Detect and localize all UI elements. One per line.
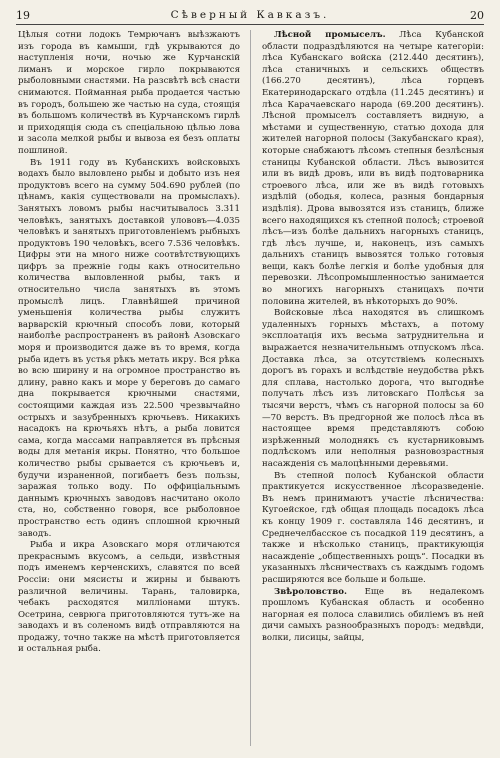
paragraph: Въ 1911 году въ Кубанскихъ войсковыхъ водахъ было выловлено рыбы и добыто изъ нея продуктовъ всего на сумму 504.690 рублей (по цѣнамъ, какія существовали на промыслахъ). Занятыхъ ловомъ рыбы насчитывалось 3.311 человѣкъ, занятыхъ доставкой улововъ—4.035 человѣкъ и занятыхъ приготовленіемъ рыбныхъ продуктовъ 190 человѣкъ, всего 7.536 человѣкъ. Цифры эти на много ниже соотвѣтствующихъ цифръ за прежніе годы какъ относительно количества выловленной рыбы, такъ и относительно числа занятыхъ въ этомъ промыслѣ лицъ. Главнѣйшей причиной уменьшенія количества рыбы служитъ варварскій крючный способъ лови, который наиболѣе распространенъ въ районѣ Азовскаго моря и производится даже въ то время, когда рыба идетъ въ устья рѣкъ метать икру. Вся рѣка во всю ширину и на огромное пространство въ длину, равно какъ и море у береговъ до самаго дна покрывается крючными снастями, состоящими каждая изъ 22.500 чрезвычайно острыхъ и зазубренныхъ крючьевъ. Никакихъ насадокъ на крючьяхъ нѣтъ, а рыба ловится сама, когда массами направляется въ прѣсныя воды для метанія икры. Понятно, что большое количество рыбы срывается съ крючьевъ и, будучи израненной, погибаетъ безъ пользы, заражая только воду. По оффиціальнымъ даннымъ крючныхъ заводовъ насчитано около ста, но, собственно говоря, все рыболовное пространство есть одинъ сплошной крючный заводъ.: [18, 157, 240, 539]
paragraph-text: Лѣса Кубанской области подраздѣляются на четыре категоріи: лѣса Кубанскаго войска (212.440 десятинъ), лѣса станичныхъ и сельскихъ обществъ (166.270 десятинъ), лѣса горцевъ Екатеринодарскаго отдѣла (11.245 десятинъ) и лѣса Карачаевскаго народа (69.200 десятинъ). Лѣсной промыселъ составляетъ видную, а мѣстами и существенную, статью дохода для жителей нагорной полосы (Закубанскаго края), которые снабжаютъ лѣсомъ степныя безлѣсныя станицы Кубанской области. Лѣсъ вывозится или въ видѣ дровъ, или въ видѣ подтоварника строевого лѣса, или же въ видѣ готовыхъ издѣлій (ободья, колеса, разныя бондарныя издѣлія). Дрова вывозятся изъ станицъ, ближе всего находящихся къ степной полосѣ; строевой лѣсъ—изъ болѣе дальнихъ нагорныхъ станицъ, гдѣ лѣсъ лучше, и, наконецъ, изъ самыхъ дальнихъ станицъ вывозятся только готовыя вещи, какъ болѣе легкія и болѣе удобныя для перевозки. Лѣсопромышленностью занимается во многихъ нагорныхъ станицахъ почти половина жителей, въ нѣкоторыхъ до 90%.: [262, 30, 485, 307]
paragraph: Цѣлыя сотни лодокъ Темрючанъ выѣзжаютъ изъ города въ камыши, гдѣ укрываются до наступленія ночи, ночью же Курчанскій лиманъ и морское гирло покрываются рыболовными снастями. На разсвѣтѣ всѣ снасти снимаются. Пойманная рыба продается частью въ городъ, большею же частью на суда, стоящія въ большомъ количествѣ въ Курчанскомъ гирлѣ и приходящія сюда съ спеціальною цѣлью лова и засола мелкой рыбы и вывоза ея безъ оплаты пошлиной.: [18, 30, 240, 156]
paragraph-text: Войсковые лѣса находятся въ слишкомъ удаленныхъ горныхъ мѣстахъ, а потому эксплоатація ихъ весьма затруднительна и выражается незначительнымъ отпускомъ лѣса. Доставка лѣса, за отсутствіемъ колесныхъ дорогъ въ горахъ и вслѣдствіе неудобства рѣкъ для сплава, настолько дорога, что выгоднѣе получать лѣсъ изъ литовскаго Полѣсья за тысячи верстъ, чѣмъ съ нагорной полосы за 60—70 верстъ. Въ предгорной же полосѣ лѣса въ настоящее время представляютъ собою изрѣженный молоднякъ съ кустарниковымъ подлѣскомъ или неполныя разновозрастныя насажденія съ малоцѣнными деревьями.: [262, 308, 484, 469]
paragraph: [262, 587, 484, 645]
right-column: [262, 30, 484, 644]
running-title: Сѣверный Кавказъ.: [170, 9, 330, 21]
header-rule: [16, 24, 484, 25]
paragraph: Рыба и икра Азовскаго моря отличаются прекраснымъ вкусомъ, а сельди, извѣстныя подъ именемъ керченскихъ, славятся по всей Россіи: они мясисты и жирны и бываютъ различной величины. Тарань, таловирка, чебакъ расходятся милліонами штукъ. Осетрина, севрюга приготовляются тутъ-же на заводахъ и въ соленомъ видѣ отправляются на продажу, точно также на мѣстѣ приготовляется и остальная рыба.: [18, 540, 240, 655]
paragraph: [262, 308, 484, 470]
page-header: [16, 8, 484, 22]
paragraph: [262, 30, 484, 308]
paragraph: [262, 471, 484, 587]
section-heading: Звѣроловство.: [274, 586, 347, 597]
paragraph-text: Въ степной полосѣ Кубанской области практикуется искусственное лѣсоразведеніе. Въ немъ принимаютъ участіе лѣсничества: Кугоейское, гдѣ общая площадь посадокъ лѣса къ концу 1909 г. составляла 146 десятинъ, и Среднечелбасское съ посадкой 119 десятинъ, а также и нѣсколько станицъ, практикующія насажденіе „общественныхъ рощъ“. Посадки въ указанныхъ лѣсничествахъ съ каждымъ годомъ расширяются все больше и больше.: [262, 470, 484, 585]
page-number-right: 20: [470, 8, 484, 22]
column-divider: [250, 30, 251, 746]
section-heading: Лѣсной промыселъ.: [274, 30, 386, 40]
page-number-left: 19: [16, 8, 30, 22]
left-column: [18, 30, 240, 656]
paragraph-text: Еще въ недалекомъ прошломъ Кубанская область и особенно нагорная ея полоса славились обиліемъ въ ней дичи самыхъ разнообразныхъ породъ: медвѣди, волки, лисицы, зайцы,: [262, 586, 484, 643]
